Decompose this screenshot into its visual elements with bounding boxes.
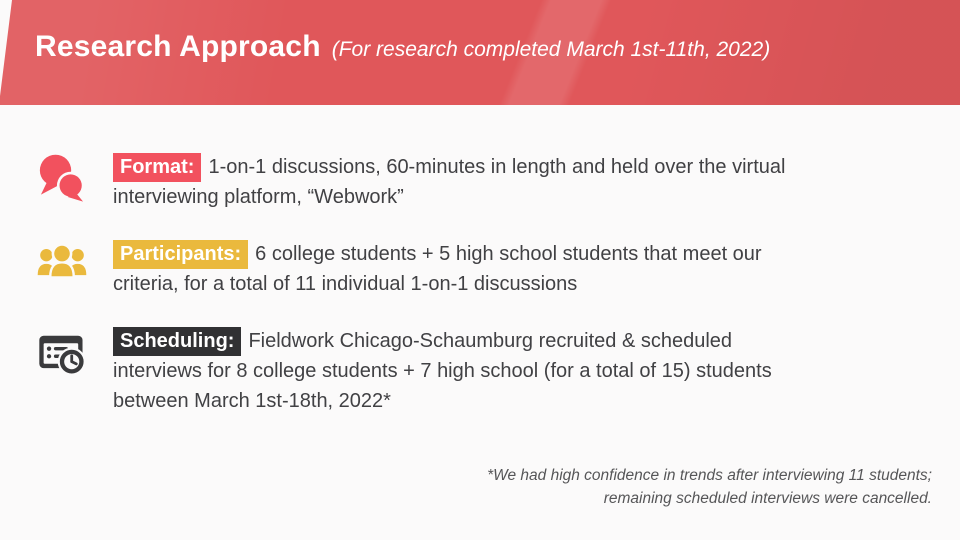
bullet-text-participants: [113, 239, 762, 299]
bullet-text-scheduling: [113, 326, 772, 416]
footnote-line-2: remaining scheduled interviews were cancelled.: [603, 490, 932, 507]
bullet-text-format: [113, 152, 785, 212]
list-item-participants: [35, 239, 925, 299]
bullet-participants-text-1: 6 college students + 5 high school students that meet our: [255, 243, 762, 265]
bullet-scheduling-line-3: between March 1st-18th, 2022*: [113, 390, 391, 412]
participants-highlight-label: Participants:: [113, 240, 248, 269]
bullet-participants-line-1: [113, 239, 762, 269]
page-subtitle: (For research completed March 1st-11th, 2022): [331, 38, 771, 61]
bullet-scheduling-line-2: interviews for 8 college students + 7 high school (for a total of 15) students: [113, 360, 772, 382]
list-item-scheduling: [35, 326, 925, 416]
bullet-format-line-2: interviewing platform, “Webwork”: [113, 186, 404, 208]
people-group-icon: [35, 239, 89, 293]
bullet-list: [35, 152, 925, 443]
bullet-scheduling-text-1: Fieldwork Chicago-Schaumburg recruited & scheduled: [248, 330, 733, 352]
footnote: [487, 464, 932, 510]
bullet-scheduling-line-1: [113, 326, 772, 356]
bullet-format-text-1: 1-on-1 discussions, 60-minutes in length and held over the virtual: [208, 156, 786, 178]
chat-bubbles-icon: [35, 152, 89, 206]
bullet-participants-line-2: criteria, for a total of 11 individual 1-on-1 discussions: [113, 273, 578, 295]
schedule-clock-icon: [35, 326, 89, 380]
list-item-format: [35, 152, 925, 212]
footnote-line-1: *We had high confidence in trends after interviewing 11 students;: [487, 467, 932, 484]
header-band-corner-wedge: [0, 0, 12, 96]
bullet-format-line-1: [113, 152, 785, 182]
header-title-row: [35, 30, 940, 64]
format-highlight-label: Format:: [113, 153, 201, 182]
page-title: Research Approach: [35, 30, 321, 63]
scheduling-highlight-label: Scheduling:: [113, 327, 241, 356]
